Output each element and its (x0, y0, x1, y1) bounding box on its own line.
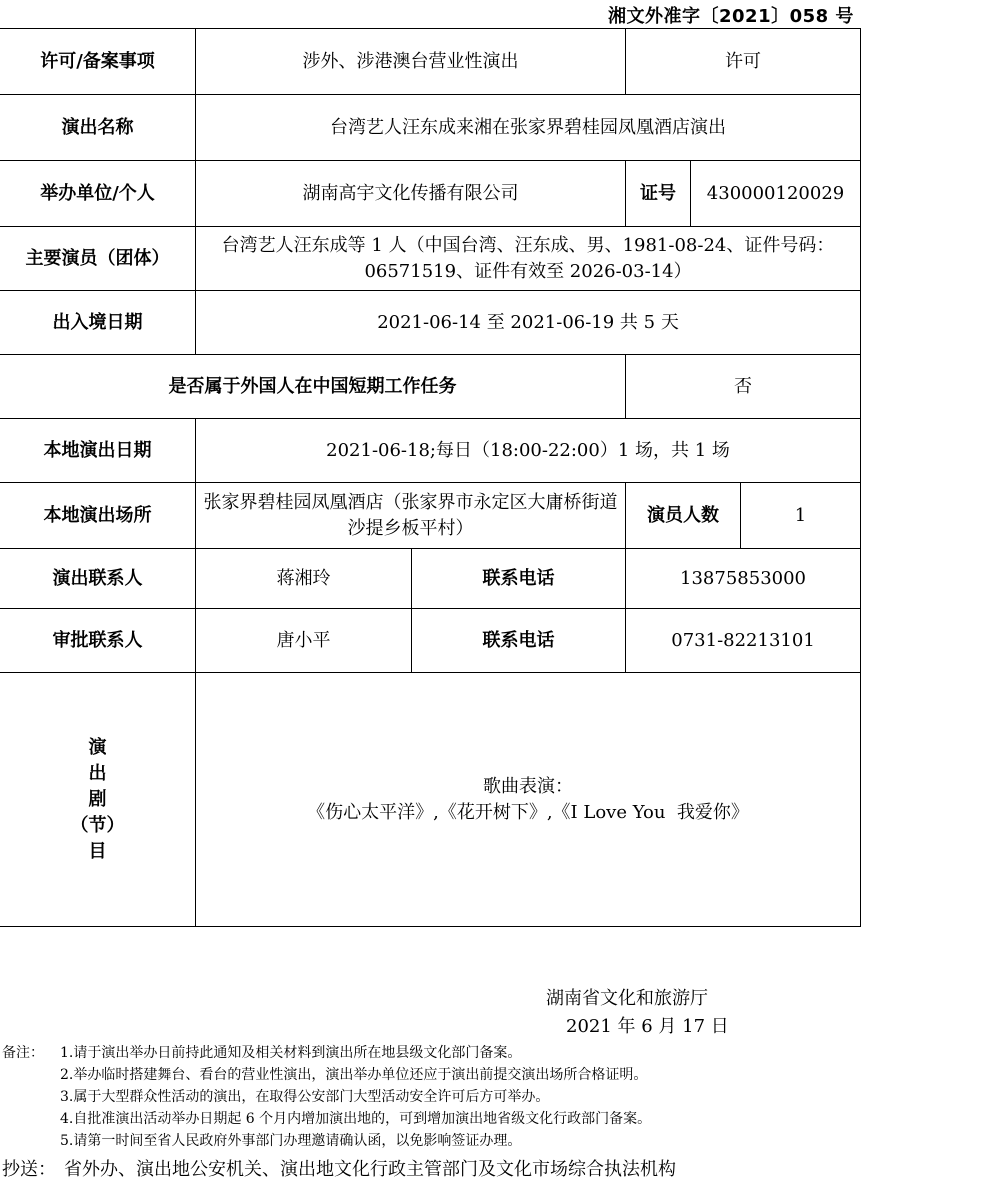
short-term-label: 是否属于外国人在中国短期工作任务 (0, 355, 626, 419)
row-show-name (0, 95, 861, 161)
row-entry-exit (0, 291, 861, 355)
program-label-char: 演 (88, 736, 107, 758)
permit-value: 涉外、涉港澳台营业性演出 (196, 29, 626, 95)
cert-number: 430000120029 (691, 161, 861, 227)
row-performers (0, 227, 861, 291)
permit-type: 许可 (626, 29, 861, 95)
short-term-value: 否 (626, 355, 861, 419)
note-item: 3.属于大型群众性活动的演出，在取得公安部门大型活动安全许可后方可举办。 (60, 1089, 550, 1105)
note-item: 4.自批准演出活动举办日期起 6 个月内增加演出地的，可到增加演出地省级文化行政部门备案。 (60, 1111, 652, 1127)
venue-label: 本地演出场所 (0, 483, 196, 549)
contact-phone: 13875853000 (626, 549, 861, 609)
row-approver (0, 609, 861, 673)
program-value (196, 673, 861, 927)
program-label-char: 出 (88, 762, 107, 784)
row-program (0, 673, 861, 927)
approver-phone: 0731-82213101 (626, 609, 861, 673)
notes-label: 备注： (2, 1045, 44, 1061)
issue-date: 2021 年 6 月 17 日 (566, 1016, 729, 1037)
approver-label: 审批联系人 (0, 609, 196, 673)
cc-value: 省外办、演出地公安机关、演出地文化行政主管部门及文化市场综合执法机构 (64, 1159, 676, 1180)
row-organizer (0, 161, 861, 227)
permit-table (0, 28, 861, 927)
row-permit (0, 29, 861, 95)
note-item: 1.请于演出举办日前持此通知及相关材料到演出所在地县级文化部门备案。 (60, 1045, 522, 1061)
contact-phone-label: 联系电话 (412, 549, 626, 609)
permit-label: 许可/备案事项 (0, 29, 196, 95)
program-line: 歌曲表演： (483, 775, 574, 797)
venue-value: 张家界碧桂园凤凰酒店（张家界市永定区大庸桥街道沙提乡板平村） (196, 483, 626, 549)
performer-count: 1 (741, 483, 861, 549)
show-name-value: 台湾艺人汪东成来湘在张家界碧桂园凤凰酒店演出 (196, 95, 861, 161)
program-label-char: 目 (88, 840, 107, 862)
entry-exit-label: 出入境日期 (0, 291, 196, 355)
performers-value: 台湾艺人汪东成等 1 人（中国台湾、汪东成、男、1981-08-24、证件号码：06571519、证件有效至 2026-03-14） (196, 227, 861, 291)
entry-exit-value: 2021-06-14 至 2021-06-19 共 5 天 (196, 291, 861, 355)
show-name-label: 演出名称 (0, 95, 196, 161)
cc-label: 抄送： (2, 1159, 56, 1180)
note-item: 2.举办临时搭建舞台、看台的营业性演出，演出举办单位还应于演出前提交演出场所合格证明。 (60, 1067, 648, 1083)
contact-name: 蒋湘玲 (196, 549, 412, 609)
local-date-label: 本地演出日期 (0, 419, 196, 483)
issuer: 湖南省文化和旅游厅 (546, 988, 708, 1009)
cert-label: 证号 (626, 161, 691, 227)
program-label-char: 剧 (88, 788, 107, 810)
performer-count-label: 演员人数 (626, 483, 741, 549)
note-item: 5.请第一时间至省人民政府外事部门办理邀请确认函，以免影响签证办理。 (60, 1133, 522, 1149)
program-label-char: （节） (70, 814, 125, 836)
program-line: 《伤心太平洋》,《花开树下》,《I Love You 我爱你》 (307, 801, 749, 823)
organizer-value: 湖南高宇文化传播有限公司 (196, 161, 626, 227)
contact-label: 演出联系人 (0, 549, 196, 609)
approver-phone-label: 联系电话 (412, 609, 626, 673)
row-contact (0, 549, 861, 609)
row-venue (0, 483, 861, 549)
local-date-value: 2021-06-18;每日（18:00-22:00）1 场，共 1 场 (196, 419, 861, 483)
approver-name: 唐小平 (196, 609, 412, 673)
document-number: 湘文外准字〔2021〕058 号 (608, 6, 854, 27)
row-local-date (0, 419, 861, 483)
organizer-label: 举办单位/个人 (0, 161, 196, 227)
program-label (0, 673, 196, 927)
performers-label: 主要演员（团体） (0, 227, 196, 291)
row-short-term (0, 355, 861, 419)
cc-line (2, 1155, 676, 1181)
notes (2, 1042, 651, 1152)
